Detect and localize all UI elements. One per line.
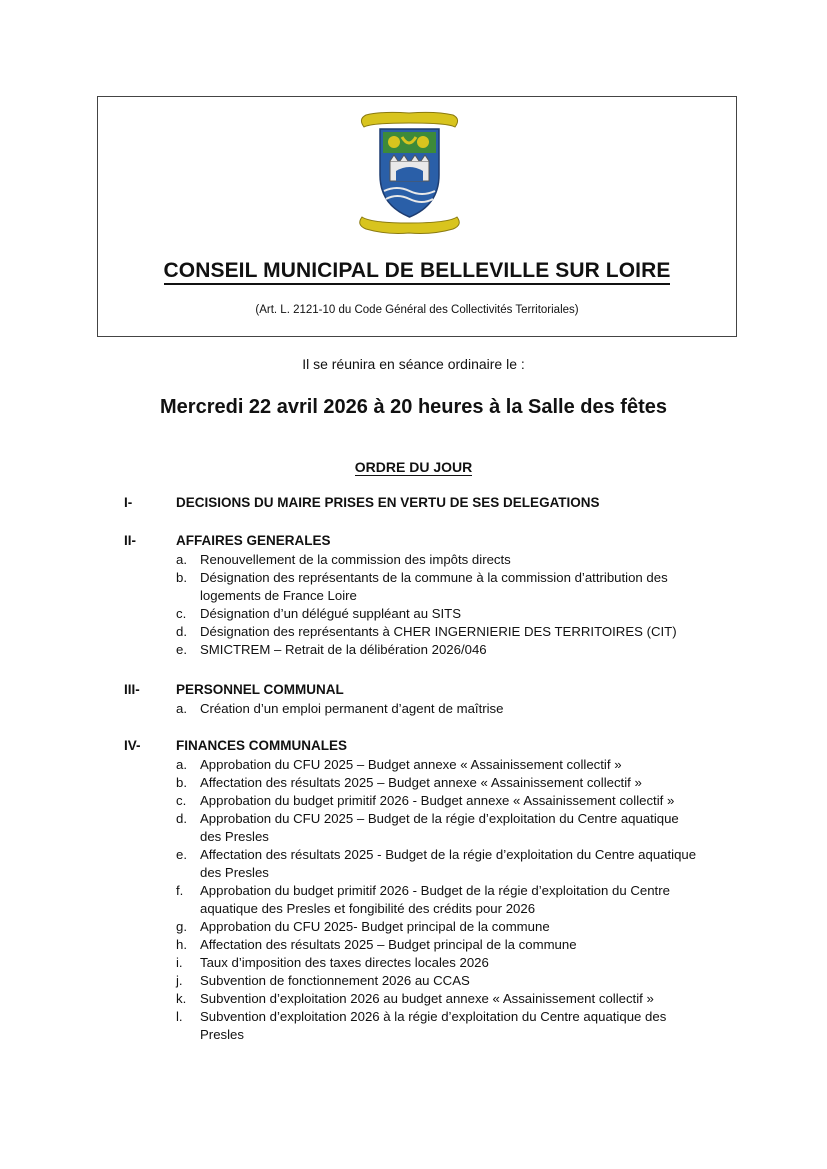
agenda-item: c. Désignation d’un délégué suppléant au SITS bbox=[176, 606, 462, 621]
agenda-item: e. SMICTREM – Retrait de la délibération 2026/046 bbox=[176, 642, 487, 657]
agenda-item: d. Approbation du CFU 2025 – Budget de la régie d’exploitation du Centre aquatique des Presles bbox=[176, 811, 679, 844]
agenda-item: b. Désignation des représentants de la commune à la commission d’attribution des logements de France Loire bbox=[176, 570, 668, 603]
agenda-section bbox=[124, 682, 724, 718]
section-number: I- bbox=[124, 495, 133, 510]
agenda-item: a. Approbation du CFU 2025 – Budget annexe « Assainissement collectif » bbox=[176, 757, 622, 772]
agenda-section bbox=[124, 533, 724, 659]
agenda-item: c. Approbation du budget primitif 2026 - Budget annexe « Assainissement collectif » bbox=[176, 793, 675, 808]
agenda-title: ORDRE DU JOUR bbox=[354, 459, 473, 475]
agenda-item: a. Création d’un emploi permanent d’agent de maîtrise bbox=[176, 701, 504, 716]
agenda-item: a. Renouvellement de la commission des impôts directs bbox=[176, 552, 511, 567]
section-number: IV- bbox=[124, 738, 141, 753]
agenda-item: d. Désignation des représentants à CHER INGERNIERIE DES TERRITOIRES (CIT) bbox=[176, 624, 677, 639]
agenda-item: k. Subvention d’exploitation 2026 au budget annexe « Assainissement collectif » bbox=[176, 991, 654, 1006]
section-title: AFFAIRES GENERALES bbox=[176, 533, 331, 548]
agenda-item: b. Affectation des résultats 2025 – Budget annexe « Assainissement collectif » bbox=[176, 775, 642, 790]
agenda-item: j. Subvention de fonctionnement 2026 au CCAS bbox=[176, 973, 470, 988]
agenda-item: h. Affectation des résultats 2025 – Budget principal de la commune bbox=[176, 937, 577, 952]
agenda-item: f. Approbation du budget primitif 2026 - Budget de la régie d’exploitation du Centre aquatique des Presles et fongibilité des crédits pour 2026 bbox=[176, 883, 670, 916]
meeting-intro: Il se réunira en séance ordinaire le : bbox=[302, 356, 525, 372]
section-title: PERSONNEL COMMUNAL bbox=[176, 682, 344, 697]
agenda-item: e. Affectation des résultats 2025 - Budget de la régie d’exploitation du Centre aquatique des Presles bbox=[176, 847, 697, 880]
agenda-item: l. Subvention d’exploitation 2026 à la régie d’exploitation du Centre aquatique des Presles bbox=[176, 1009, 667, 1042]
meeting-date: Mercredi 22 avril 2026 à 20 heures à la Salle des fêtes bbox=[160, 396, 667, 418]
page-title: CONSEIL MUNICIPAL DE BELLEVILLE SUR LOIRE bbox=[98, 259, 736, 283]
legal-reference: (Art. L. 2121-10 du Code Général des Collectivités Territoriales) bbox=[255, 304, 579, 316]
agenda-item: i. Taux d’imposition des taxes directes locales 2026 bbox=[176, 955, 489, 970]
section-title: DECISIONS DU MAIRE PRISES EN VERTU DE SES DELEGATIONS bbox=[176, 495, 600, 510]
section-title: FINANCES COMMUNALES bbox=[176, 738, 347, 753]
agenda-section bbox=[124, 495, 724, 513]
section-number: III- bbox=[124, 682, 140, 697]
header-box bbox=[97, 96, 737, 337]
agenda-item: g. Approbation du CFU 2025- Budget principal de la commune bbox=[176, 919, 550, 934]
municipal-crest-logo bbox=[352, 109, 467, 239]
agenda-section bbox=[124, 738, 724, 1044]
section-number: II- bbox=[124, 533, 136, 548]
